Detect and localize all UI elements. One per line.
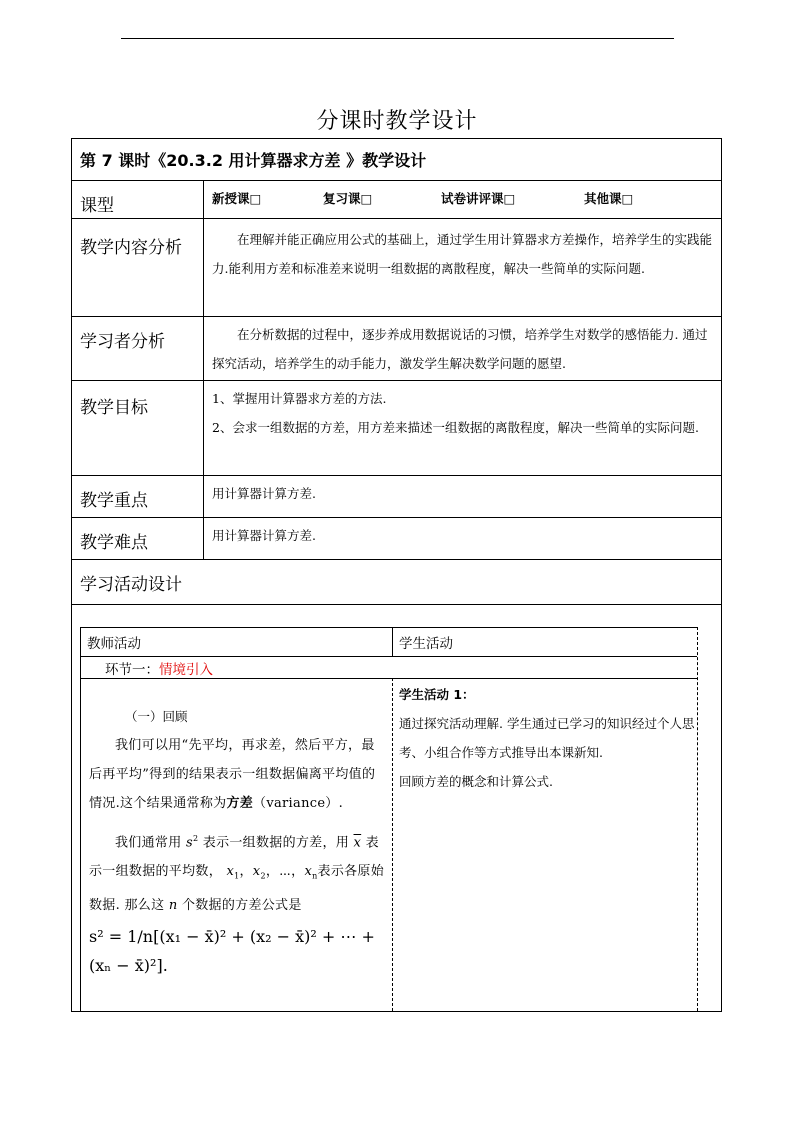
option-new-lesson: 新授课□ [212,191,262,206]
learner-analysis-row [72,317,721,381]
content-analysis-row [72,219,721,317]
variance-term: 方差 [226,796,254,811]
course-type-label: 课型 [80,196,114,216]
section-heading-row [81,656,697,679]
review-subheading: （一）回顾 [125,709,188,724]
section-prefix: 环节一： [105,662,159,678]
student-activity-header: 学生活动 [399,636,453,652]
student-activity-line-2: 回顾方差的概念和计算公式. [399,774,553,789]
difficulties-row [72,518,721,560]
difficulties-text: 用计算器计算方差. [212,528,316,543]
content-analysis-text: 在理解并能正确应用公式的基础上，通过学生用计算器求方差操作，培养学生的实践能力.能利用方差和标准差来说明一组数据的离散程度，解决一些简单的实际问题. [212,232,713,276]
goal-item-1: 1、掌握用计算器求方差的方法. [212,391,387,406]
student-activity-title: 学生活动 1： [399,687,475,702]
section-name: 情境引入 [159,662,213,678]
difficulties-label: 教学难点 [80,533,148,553]
activity-design-label: 学习活动设计 [80,575,182,595]
learner-analysis-label: 学习者分析 [80,332,165,352]
learner-analysis-text: 在分析数据的过程中，逐步养成用数据说话的习惯，培养学生对数学的感悟能力. 通过探究活动，培养学生的动手能力，激发学生解决数学问题的愿望. [212,327,708,371]
key-points-row [72,476,721,518]
course-type-row [72,181,721,219]
lesson-design-table [71,138,722,1012]
content-analysis-label: 教学内容分析 [80,238,182,258]
header-rule [121,38,674,39]
student-activity-content [399,680,695,796]
variance-formula: s² = 1/n[(x₁ − x̄)² + (x₂ − x̄)² + ⋯ + (xₙ − x̄)²]. [89,926,375,975]
variance-definition-paragraph: 我们可以用“先平均，再求差，然后平方，最后再平均”得到的结果表示一组数据偏离平均值的情况.这个结果通常称为方差（variance）. [89,738,376,811]
activity-table-header [81,628,697,657]
activity-design-row [72,560,721,605]
lesson-title-row [72,139,721,181]
goals-row [72,381,721,476]
option-other-lesson: 其他课□ [584,191,634,206]
option-review-lesson: 复习课□ [323,191,373,206]
page-title: 分课时教学设计 [316,109,478,134]
option-exam-review-lesson: 试卷讲评课□ [441,191,516,206]
teacher-activity-content [89,702,385,980]
key-points-label: 教学重点 [80,491,148,511]
activity-table [80,627,698,1011]
goals-text [212,384,715,442]
key-points-text: 用计算器计算方差. [212,486,316,501]
variance-notation-paragraph: 我们通常用 $s^2$ 表示一组数据的方差，用 $\overline{x}$ 表示一组数据的平均数， $x_1$，$x_2$，⋯，$x_n$表示各原始数据. 那么这 n 个数据的方差公式是 [89,834,385,913]
lesson-title: 第 7 课时《20.3.2 用计算器求方差 》教学设计 [80,151,427,170]
goal-item-2: 2、会求一组数据的方差，用方差来描述一组数据的离散程度，解决一些简单的实际问题. [212,420,699,435]
student-activity-line-1: 通过探究活动理解. 学生通过已学习的知识经过个人思考、小组合作等方式推导出本课新知. [399,716,695,760]
teacher-activity-header: 教师活动 [87,636,141,652]
goals-label: 教学目标 [80,398,148,418]
